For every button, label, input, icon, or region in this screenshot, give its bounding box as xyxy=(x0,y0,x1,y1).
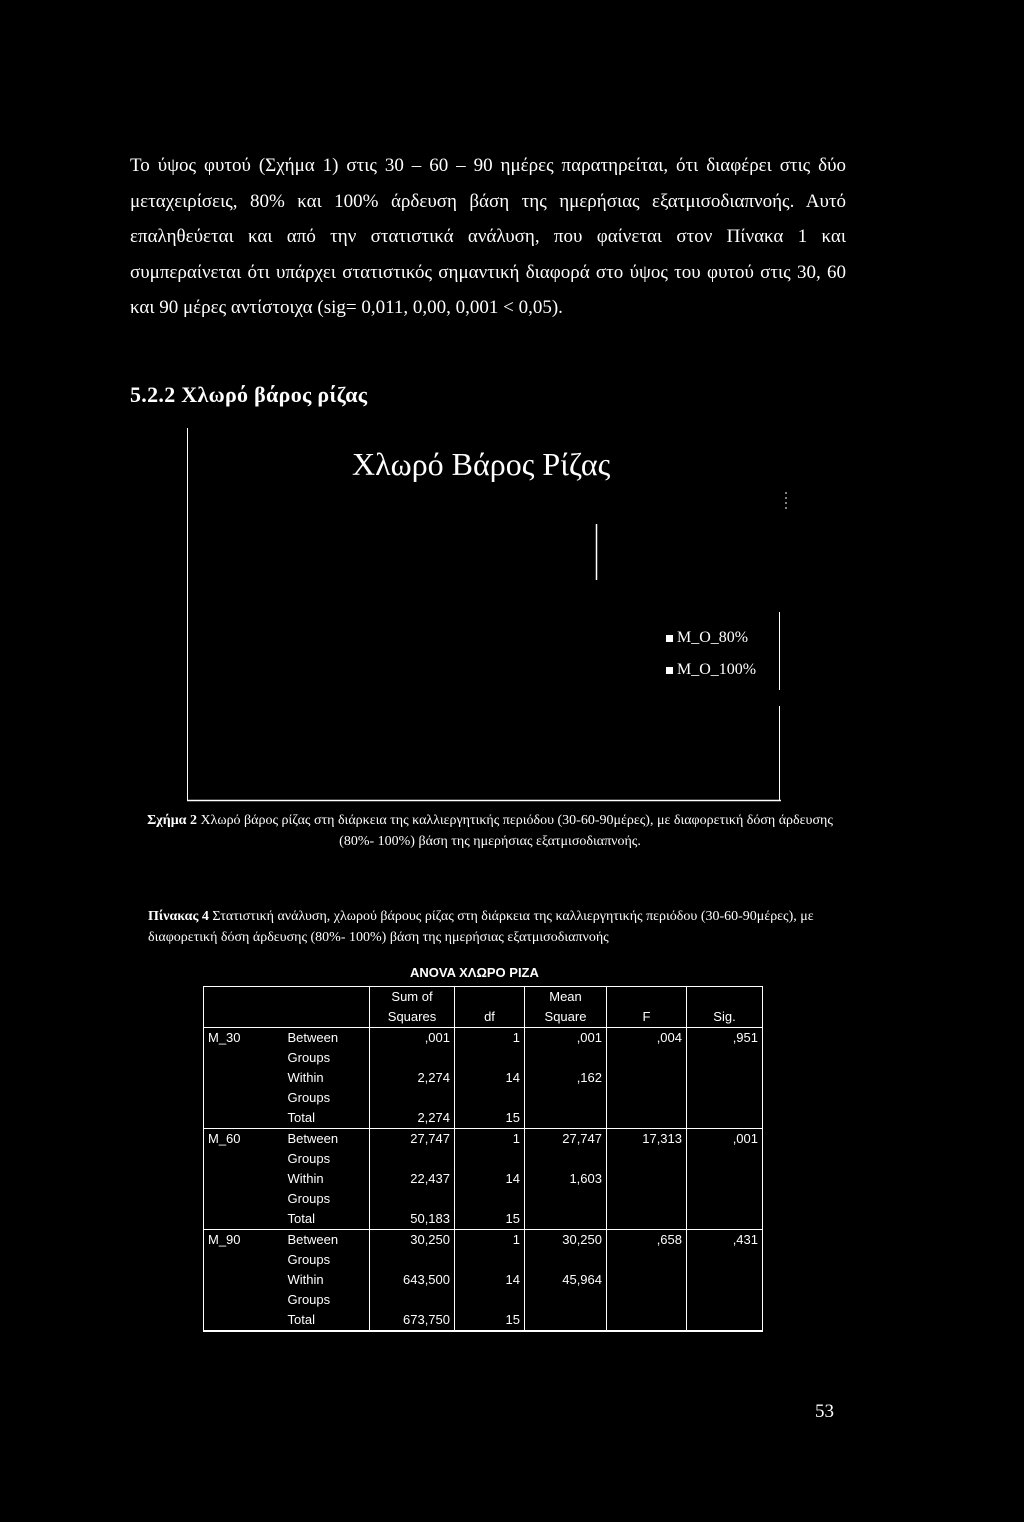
header-f: F xyxy=(607,987,687,1028)
source-label: Within xyxy=(287,1070,324,1085)
source-label-continued: Groups xyxy=(287,1151,331,1166)
header-mean-bottom: Square xyxy=(525,1007,607,1028)
sum-of-squares: 673,750 xyxy=(370,1310,455,1331)
sig-value xyxy=(687,1068,763,1108)
page-number: 53 xyxy=(815,1401,834,1422)
f-value: 17,313 xyxy=(607,1129,687,1170)
header-sig: Sig. xyxy=(687,987,763,1028)
group-label: M_30 xyxy=(204,1028,284,1129)
sig-value xyxy=(687,1108,763,1129)
header-df: df xyxy=(455,987,525,1028)
sum-of-squares: 50,183 xyxy=(370,1209,455,1230)
table-row xyxy=(204,1129,763,1150)
source-label-continued: Groups xyxy=(287,1191,331,1206)
f-value xyxy=(607,1108,687,1129)
source-label: Within xyxy=(287,1171,324,1186)
source-label-continued: Groups xyxy=(287,1050,331,1065)
source-label-continued: Groups xyxy=(287,1252,331,1267)
header-mean-top: Mean xyxy=(525,987,607,1008)
sig-value xyxy=(687,1310,763,1331)
anova-body xyxy=(204,1028,763,1332)
figure-caption-text: Χλωρό βάρος ρίζας στη διάρκεια της καλλιεργητικής περιόδου (30-60-90μέρες), με διαφορετική δόση άρδευσης (80%- 100%) βάση της ημερήσιας εξατμισοδιαπνοής. xyxy=(196,813,833,849)
mean-square xyxy=(525,1209,607,1230)
mean-square: 30,250 xyxy=(525,1230,607,1271)
sig-value xyxy=(687,1209,763,1230)
figure-caption-label: Σχήμα 2 xyxy=(147,813,197,828)
f-value xyxy=(607,1310,687,1331)
table-row xyxy=(204,1068,763,1088)
mean-square: 45,964 xyxy=(525,1270,607,1310)
legend-item xyxy=(666,622,756,654)
sig-value xyxy=(687,1169,763,1209)
paragraph-text xyxy=(130,155,846,318)
figure-caption xyxy=(130,810,850,852)
source-label: Between xyxy=(284,1028,370,1049)
df-value: 14 xyxy=(455,1068,525,1108)
f-value xyxy=(607,1068,687,1108)
sig-value: ,431 xyxy=(687,1230,763,1271)
source-label: Between xyxy=(284,1129,370,1150)
table-caption-label: Πίνακας 4 xyxy=(148,909,209,924)
paragraph-first-sentence: Το ύψος φυτού (Σχήμα 1) στις 30 – 60 – 90 ημέρες παρατηρείται, ότι διαφέρει στις δύο μεταχειρίσεις, 80% και 100% άρδευση βάση της ημερήσιας εξατμισοδιαπνοής. xyxy=(130,155,846,212)
sig-value: ,951 xyxy=(687,1028,763,1069)
source-label: Total xyxy=(287,1110,315,1125)
source-label: Total xyxy=(287,1211,315,1226)
f-value: ,658 xyxy=(607,1230,687,1271)
sum-of-squares: 27,747 xyxy=(370,1129,455,1170)
legend-swatch xyxy=(666,635,673,642)
section-heading: 5.2.2 Χλωρό βάρος ρίζας xyxy=(130,382,368,407)
anova-table xyxy=(203,986,763,1332)
chart-legend xyxy=(666,622,756,686)
f-value xyxy=(607,1270,687,1310)
chart-title: Χλωρό Βάρος Ρίζας xyxy=(352,446,611,482)
f-value xyxy=(607,1169,687,1209)
f-value xyxy=(607,1209,687,1230)
sum-of-squares: 22,437 xyxy=(370,1169,455,1209)
legend-swatch xyxy=(666,667,673,674)
df-value: 1 xyxy=(455,1129,525,1170)
df-value: 14 xyxy=(455,1169,525,1209)
mean-square xyxy=(525,1310,607,1331)
df-value: 14 xyxy=(455,1270,525,1310)
df-value: 1 xyxy=(455,1028,525,1069)
table-caption-text: Στατιστική ανάλυση, χλωρού βάρους ρίζας στη διάρκεια της καλλιεργητικής περιόδου (30-60-90μέρες), με διαφορετική δόση άρδευσης (80%- 100%) βάση της ημερήσιας εξατμισοδιαπνοής xyxy=(148,909,814,945)
mean-square: 1,603 xyxy=(525,1169,607,1209)
df-value: 1 xyxy=(455,1230,525,1271)
legend-label: M_O_100% xyxy=(677,661,757,678)
source-label: Between xyxy=(284,1230,370,1251)
header-sum-top: Sum of xyxy=(370,987,455,1008)
table-header-row xyxy=(204,987,763,1008)
f-value: ,004 xyxy=(607,1028,687,1069)
group-label: M_60 xyxy=(204,1129,284,1230)
sum-of-squares: ,001 xyxy=(370,1028,455,1069)
table-row xyxy=(204,1310,763,1331)
anova-title: ANOVA ΧΛΩΡΟ ΡΙΖΑ xyxy=(410,965,539,980)
group-label: M_90 xyxy=(204,1230,284,1332)
table-row xyxy=(204,1108,763,1129)
table-caption xyxy=(148,906,830,948)
mean-square: 27,747 xyxy=(525,1129,607,1170)
body-paragraph xyxy=(130,148,846,326)
source-label: Within xyxy=(287,1272,324,1287)
paragraph-rest: Αυτό επαληθεύεται και από την στατιστικά ανάλυση, που φαίνεται στον Πίνακα 1 και συμπεραίνεται ότι υπάρχει στατιστικός σημαντική διαφορά στο ύψος του φυτού στις 30, 60 και 90 μέρες αντίστοιχα (sig= 0,011, 0,00, 0,001 < 0,05). xyxy=(130,190,847,319)
sum-of-squares: 30,250 xyxy=(370,1230,455,1271)
sum-of-squares: 643,500 xyxy=(370,1270,455,1310)
mean-square: ,162 xyxy=(525,1068,607,1108)
source-label-continued: Groups xyxy=(287,1292,331,1307)
legend-label: M_O_80% xyxy=(677,629,749,646)
df-value: 15 xyxy=(455,1209,525,1230)
df-value: 15 xyxy=(455,1108,525,1129)
source-label-continued: Groups xyxy=(287,1090,331,1105)
header-empty xyxy=(204,987,284,1028)
header-empty xyxy=(284,987,370,1028)
table-row xyxy=(204,1270,763,1290)
mean-square xyxy=(525,1108,607,1129)
sig-value xyxy=(687,1270,763,1310)
legend-item xyxy=(666,654,756,686)
source-label: Total xyxy=(284,1310,370,1331)
sig-value: ,001 xyxy=(687,1129,763,1170)
table-row xyxy=(204,1028,763,1049)
mean-square: ,001 xyxy=(525,1028,607,1069)
sum-of-squares: 2,274 xyxy=(370,1108,455,1129)
header-sum-bottom: Squares xyxy=(370,1007,455,1028)
table-row xyxy=(204,1230,763,1251)
table-row xyxy=(204,1169,763,1189)
df-value: 15 xyxy=(455,1310,525,1331)
sum-of-squares: 2,274 xyxy=(370,1068,455,1108)
table-row xyxy=(204,1209,763,1230)
